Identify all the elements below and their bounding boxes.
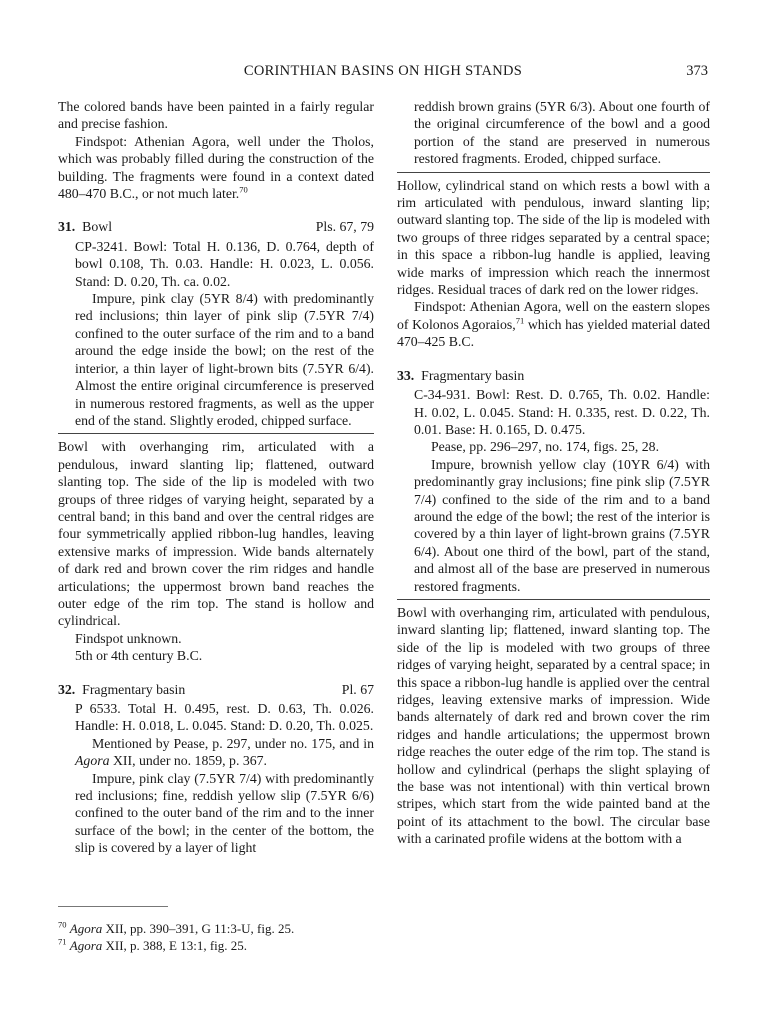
running-title: CORINTHIAN BASINS ON HIGH STANDS (243, 63, 523, 79)
fabric-description: Impure, pink clay (5YR 8/4) with predominantly red inclusions; thin layer of pink slip (7.5YR 7/4) confined to the outer surface of the rim and to a band around the edge inside the bowl; on the rest of the interior, a thin layer of light-brown bits (7.5YR 6/4). Almost the entire original circumference is preserved in numerous restored fragments, as well as the upper end of the stand. Slightly eroded, chipped surface. (75, 291, 374, 428)
findspot (397, 298, 710, 350)
footnotes (58, 920, 388, 954)
footnote-number: 70 (58, 919, 67, 930)
fabric-description: Impure, brownish yellow clay (10YR 6/4) with predominantly gray inclusions; fine pink slip (7.5YR 7/4) confined to the side of the rim and to a band around the edge of the bowl; the rest of the interior is covered by a thin layer of light-brown grains (7.5YR 6/4). About one third of the bowl, part of the stand, and almost all of the base are preserved in numerous restored fragments. (414, 456, 710, 594)
paragraph: The colored bands have been painted in a fairly regular and precise fashion. (58, 99, 374, 132)
catalogue-heading-33 (397, 367, 710, 384)
findspot-paragraph (58, 133, 374, 203)
page-number: 373 (686, 63, 708, 79)
mention (75, 735, 374, 770)
page-header (58, 63, 708, 85)
left-column (58, 98, 374, 857)
description: Hollow, cylindrical stand on which rests a bowl with a rim articulated with pendulous, inward slanting lip; outward slanting top. The side of the lip is modeled with two groups of three ridges separated by a central space; in this space a ribbon-lug handle is applied, leaving wide marks of impression which reach the innermost ridges. Residual traces of dark red on the lower ridges. (397, 177, 710, 298)
description: Bowl with overhanging rim, articulated with a pendulous, inward slanting lip; flattened, outward slanting top. The side of the lip is modeled with two groups of three ridges of varying height, separated by a central band; in this band and over the central ridges are four symmetrically applied ribbon-lug handles, leaving extensive marks of impression. Wide bands alternately of dark red and brown cover the rim ridges and handle articulations; the uppermost brown band reaches the outer edge of the rim top. The stand is hollow and cylindrical. (58, 439, 374, 629)
right-column (397, 98, 710, 848)
mention-text: Mentioned by Pease, p. 297, under no. 175, and in (92, 735, 374, 751)
footnote (58, 920, 388, 937)
catalogue-heading-32 (58, 681, 374, 698)
entry-details-32-cont (397, 98, 710, 168)
divider (397, 172, 710, 173)
findspot: Findspot unknown. (75, 630, 182, 646)
footnote-ref: 71 (515, 315, 525, 326)
entry-details-33 (397, 386, 710, 595)
entry-number: 32. (58, 681, 76, 697)
mention-text-end: XII, under no. 1859, p. 367. (109, 753, 267, 769)
plate-reference: Pl. 67 (341, 681, 374, 697)
dimensions: P 6533. Total H. 0.495, rest. D. 0.63, Th. 0.026. Handle: H. 0.018, L. 0.045. Stand: D. 0.20, Th. 0.025. (75, 701, 374, 734)
dimensions: CP-3241. Bowl: Total H. 0.136, D. 0.764, depth of bowl 0.108, Th. 0.03. Handle: H. 0.023, L. 0.056. Stand: D. 0.20, Th. ca. 0.02. (75, 238, 374, 289)
footnote (58, 937, 388, 954)
entry-title: Fragmentary basin (421, 367, 525, 383)
divider (397, 599, 710, 600)
footnote-ref: 70 (239, 184, 248, 195)
findspot-text: Findspot: Athenian Agora, well on the eastern slopes of Kolonos Agoraios, (397, 299, 710, 332)
reference: Pease, pp. 296–297, no. 174, figs. 25, 28. (431, 439, 660, 455)
entry-number: 31. (58, 219, 76, 235)
entry-details-32 (58, 700, 374, 857)
findspot-text-end: which has yielded material dated 470–425 B.C. (397, 316, 710, 350)
divider (58, 433, 374, 434)
findspot-text: Findspot: Athenian Agora, well under the Tholos, which was probably filled during the construction of the building. The fragments were found in a context dated 480–470 B.C., or not much later. (58, 133, 374, 202)
description: Bowl with overhanging rim, articulated with pendulous, inward slanting lip; flattened, inward slanting top. The side of the lip is modeled with two groups of three ridges of varying height, separated by a central space; in this space a ribbon-lug handle is applied over the central ridges, leaving extensive marks of impression. Wide bands alternately of dark red and brown cover the rim ridges and handle articulations; the uppermost brown ridge reaches the outer edge of the rim top. The stand is hollow and cylindrical (perhaps the slight splaying of the base was not intentional) with thin vertical brown stripes, which start from the wide painted band at the point of its attachment to the bowl. The circular base with a carinated profile widens at the bottom with a (397, 604, 710, 847)
footnote-number: 71 (58, 936, 67, 947)
footnote-text: XII, p. 388, E 13:1, fig. 25. (102, 938, 248, 953)
footnote-italic: Agora (69, 938, 103, 953)
entry-number: 33. (397, 367, 415, 383)
dimensions: C-34-931. Bowl: Rest. D. 0.765, Th. 0.02. Handle: H. 0.02, L. 0.045. Stand: H. 0.335, rest. D. 0.22, Th. 0.01. Base: H. 0.165, D. 0.475. (414, 387, 710, 437)
entry-title: Bowl (82, 219, 113, 235)
plate-reference: Pls. 67, 79 (315, 219, 374, 235)
catalogue-heading-31 (58, 218, 374, 235)
entry-title: Fragmentary basin (82, 681, 186, 697)
entry-details-31 (58, 238, 374, 429)
fabric-description-cont: reddish brown grains (5YR 6/3). About one fourth of the original circumference of the bowl and a good portion of the stand are preserved in numerous restored fragments. Eroded, chipped surface. (414, 99, 710, 167)
footnote-italic: Agora (69, 921, 103, 936)
fabric-description: Impure, pink clay (7.5YR 7/4) with predominantly red inclusions; fine, reddish yellow slip (7.5YR 6/6) confined to the outer band of the rim and to the inner surface of the bowl; in the center of the bottom, the slip is covered by a layer of light (75, 770, 374, 856)
footnote-divider (58, 906, 168, 907)
date: 5th or 4th century B.C. (75, 648, 203, 664)
footnote-text: XII, pp. 390–391, G 11:3-U, fig. 25. (102, 921, 295, 936)
mention-italic: Agora (75, 753, 110, 769)
